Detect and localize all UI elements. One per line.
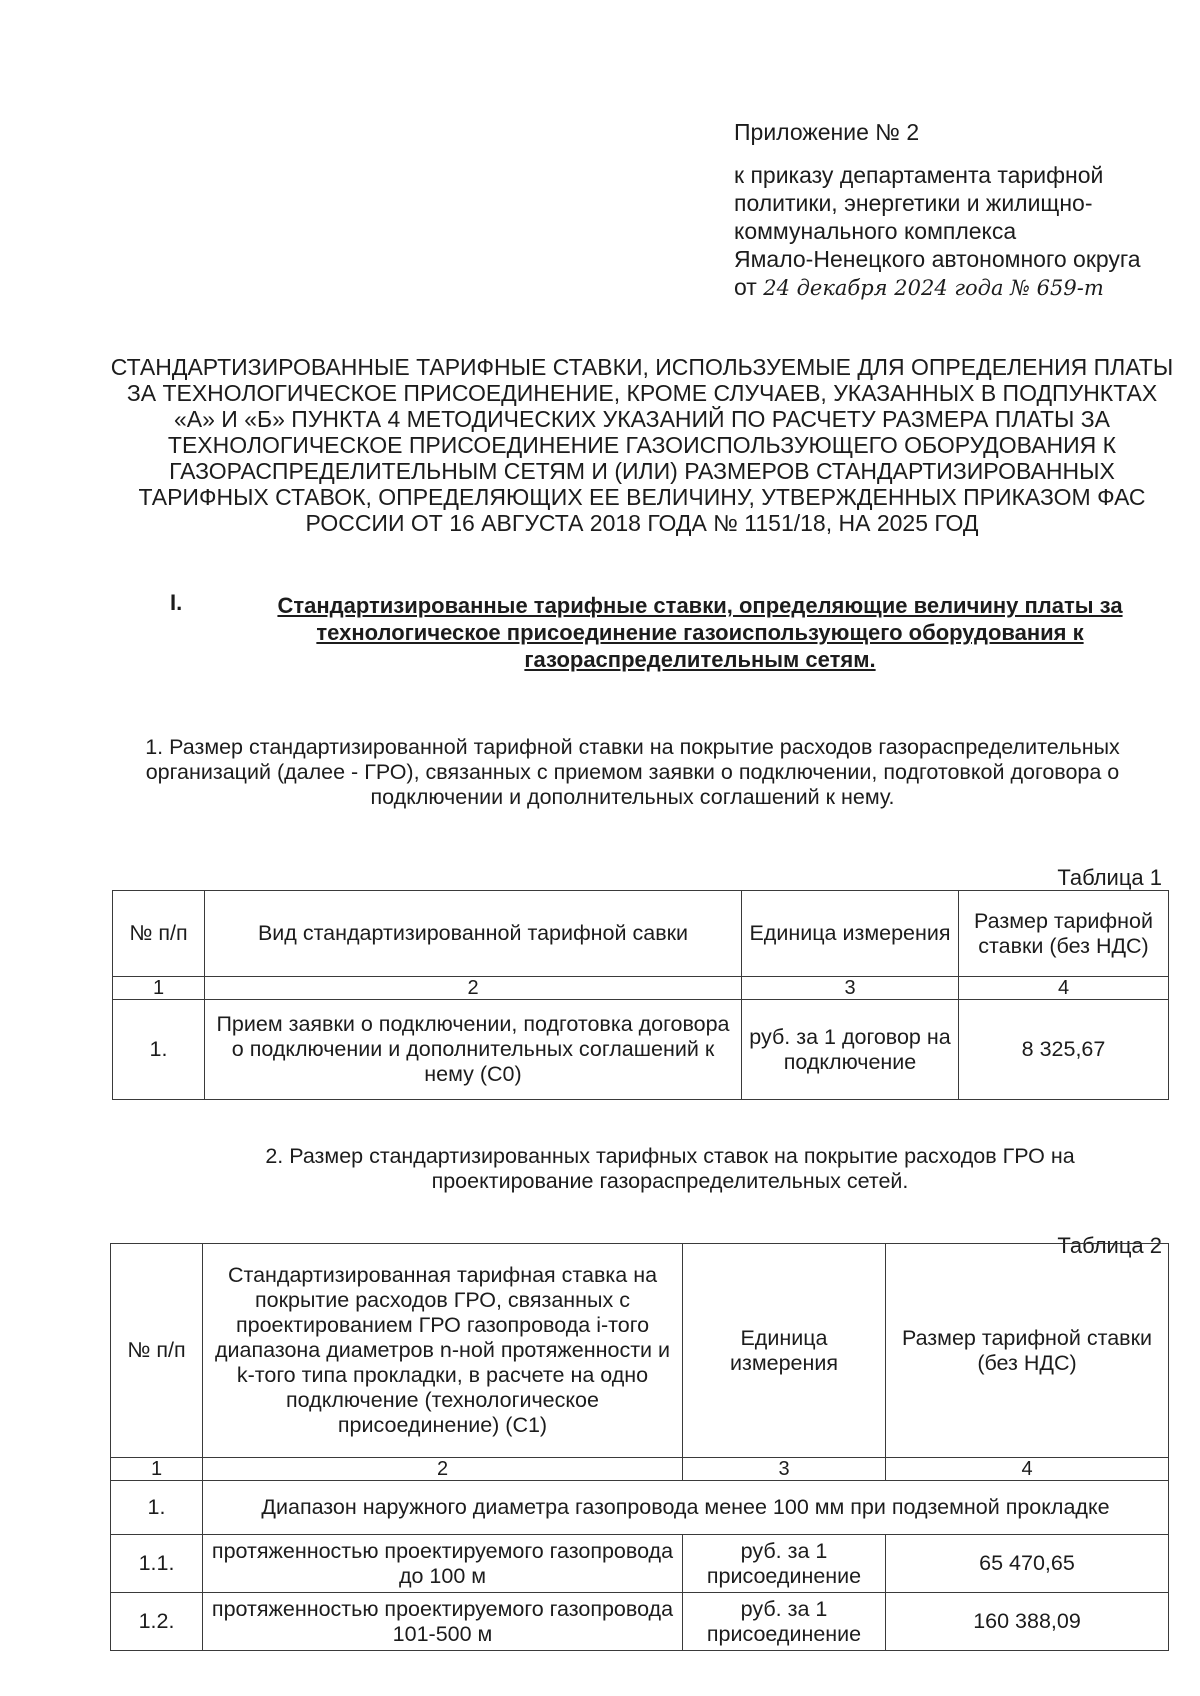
header-cell: Единица измерения <box>742 891 959 977</box>
row-value: 160 388,09 <box>886 1593 1169 1651</box>
row-unit: руб. за 1 договор на подключение <box>742 1000 959 1100</box>
header-cell: Вид стандартизированной тарифной савки <box>205 891 742 977</box>
handwritten-date: 24 декабря 2024 года № 659-т <box>763 276 1104 300</box>
row-value: 65 470,65 <box>886 1535 1169 1593</box>
column-number: 1 <box>111 1458 203 1481</box>
paragraph-1: 1. Размер стандартизированной тарифной ставки на покрытие расходов газораспределительных организаций (далее - ГРО), связанных с приемом заявки о подключении, подготовкой договора о подключении и дополнительных соглашений к нему. <box>145 735 1120 809</box>
column-number: 3 <box>683 1458 886 1481</box>
column-number: 4 <box>886 1458 1169 1481</box>
table-1-label: Таблица 1 <box>1057 865 1162 890</box>
group-number: 1. <box>111 1481 203 1535</box>
appendix-header <box>734 118 1174 302</box>
row-unit: руб. за 1 присоединение <box>683 1593 886 1651</box>
column-number: 1 <box>113 977 205 1000</box>
paragraph-2: 2. Размер стандартизированных тарифных ставок на покрытие расходов ГРО на проектирование газораспределительных сетей. <box>265 1144 1075 1193</box>
table-row <box>111 1593 1169 1651</box>
header-cell: № п/п <box>111 1244 203 1458</box>
column-number: 4 <box>959 977 1169 1000</box>
appendix-line: политики, энергетики и жилищно- <box>734 190 1093 216</box>
header-cell: Размер тарифной ставки (без НДС) <box>886 1244 1169 1458</box>
column-number: 2 <box>203 1458 683 1481</box>
section-title: Стандартизированные тарифные ставки, определяющие величину платы за технологическое присоединение газоиспользующего оборудования к газораспределительным сетям. <box>277 593 1123 672</box>
header-cell: Стандартизированная тарифная ставка на покрытие расходов ГРО, связанных с проектированием ГРО газопровода i-того диапазона диаметров n-ной протяженности и k-того типа прокладки, в расчете на одно подключение (технологическое присоединение) (С1) <box>203 1244 683 1458</box>
column-number: 2 <box>205 977 742 1000</box>
row-value: 8 325,67 <box>959 1000 1169 1100</box>
table-header-row <box>111 1244 1169 1458</box>
header-cell: Размер тарифной ставки (без НДС) <box>959 891 1169 977</box>
row-name: протяженностью проектируемого газопровода 101-500 м <box>203 1593 683 1651</box>
column-number-row <box>111 1458 1169 1481</box>
date-prefix: от <box>734 274 757 300</box>
group-row <box>111 1481 1169 1535</box>
row-unit: руб. за 1 присоединение <box>683 1535 886 1593</box>
row-name: Прием заявки о подключении, подготовка договора о подключении и дополнительных соглашений к нему (С0) <box>205 1000 742 1100</box>
table-2-label: Таблица 2 <box>1057 1233 1162 1258</box>
table-row <box>111 1535 1169 1593</box>
appendix-line: Ямало-Ненецкого автономного округа <box>734 246 1141 272</box>
table-row <box>113 1000 1169 1100</box>
row-number: 1. <box>113 1000 205 1100</box>
table-header-row <box>113 891 1169 977</box>
table-2 <box>110 1243 1169 1651</box>
appendix-line: коммунального комплекса <box>734 218 1017 244</box>
column-number-row <box>113 977 1169 1000</box>
table-1 <box>112 890 1169 1100</box>
document-title: СТАНДАРТИЗИРОВАННЫЕ ТАРИФНЫЕ СТАВКИ, ИСПОЛЬЗУЕМЫЕ ДЛЯ ОПРЕДЕЛЕНИЯ ПЛАТЫ ЗА ТЕХНОЛОГИЧЕСКОЕ ПРИСОЕДИНЕНИЕ, КРОМЕ СЛУЧАЕВ, УКАЗАННЫХ В ПОДПУНКТАХ «А» И «Б» ПУНКТА 4 МЕТОДИЧЕСКИХ УКАЗАНИЙ ПО РАСЧЕТУ РАЗМЕРА ПЛАТЫ ЗА ТЕХНОЛОГИЧЕСКОЕ ПРИСОЕДИНЕНИЕ ГАЗОИСПОЛЬЗУЮЩЕГО ОБОРУДОВАНИЯ К ГАЗОРАСПРЕДЕЛИТЕЛЬНЫМ СЕТЯМ И (ИЛИ) РАЗМЕРОВ СТАНДАРТИЗИРОВАННЫХ ТАРИФНЫХ СТАВОК, ОПРЕДЕЛЯЮЩИХ ЕЕ ВЕЛИЧИНУ, УТВЕРЖДЕННЫХ ПРИКАЗОМ ФАС РОССИИ ОТ 16 АВГУСТА 2018 ГОДА № 1151/18, НА 2025 ГОД <box>110 354 1174 536</box>
column-number: 3 <box>742 977 959 1000</box>
appendix-title: Приложение № 2 <box>734 119 920 145</box>
appendix-date <box>734 273 1174 302</box>
appendix-line: к приказу департамента тарифной <box>734 162 1104 188</box>
row-name: протяженностью проектируемого газопровода до 100 м <box>203 1535 683 1593</box>
group-title: Диапазон наружного диаметра газопровода менее 100 мм при подземной прокладке <box>203 1481 1169 1535</box>
header-cell: № п/п <box>113 891 205 977</box>
row-number: 1.2. <box>111 1593 203 1651</box>
row-number: 1.1. <box>111 1535 203 1593</box>
section-number: I. <box>170 590 183 615</box>
header-cell: Единица измерения <box>683 1244 886 1458</box>
